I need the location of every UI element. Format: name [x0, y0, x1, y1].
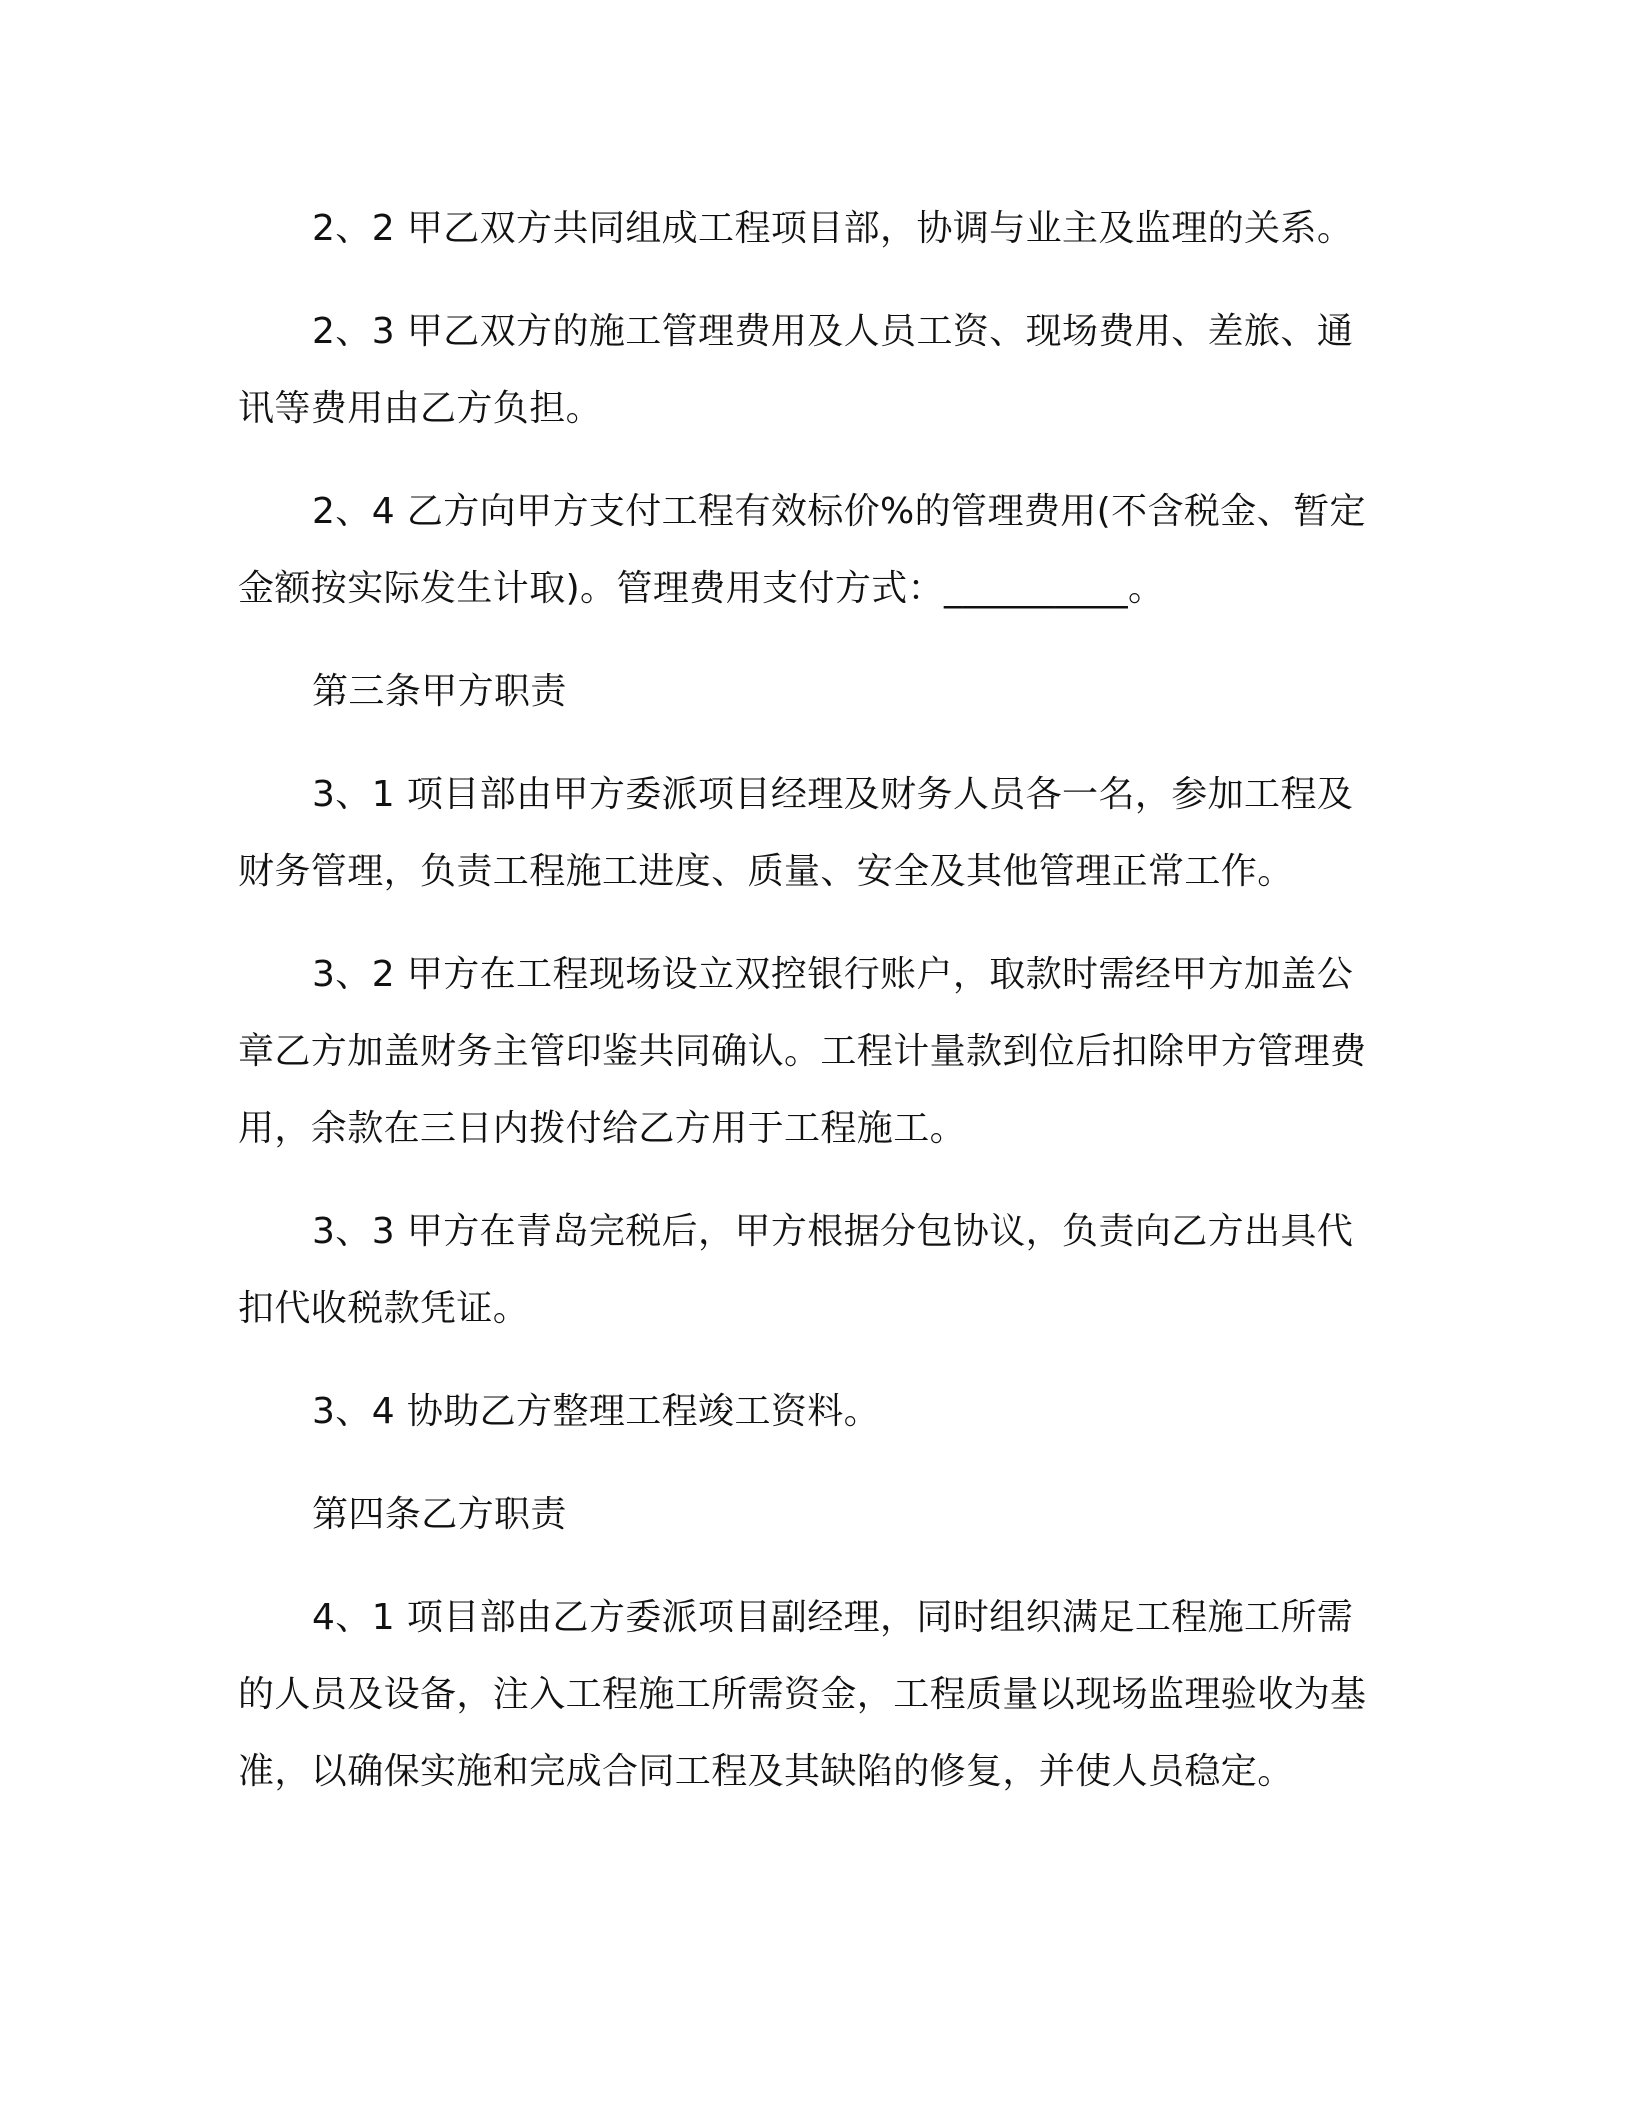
document-body	[238, 190, 1378, 1836]
clause-3-4: 3、4 协助乙方整理工程竣工资料。	[312, 1391, 881, 1432]
clause-2-3: 2、3 甲乙双方的施工管理费用及人员工资、现场费用、差旅、通讯等费用由乙方负担。	[238, 311, 1354, 429]
clause-3-2: 3、2 甲方在工程现场设立双控银行账户，取款时需经甲方加盖公章乙方加盖财务主管印鉴共同确认。工程计量款到位后扣除甲方管理费用，余款在三日内拨付给乙方用于工程施工。	[238, 954, 1367, 1149]
clause-4-1: 4、1 项目部由乙方委派项目副经理，同时组织满足工程施工所需的人员及设备，注入工程施工所需资金，工程质量以现场监理验收为基准，以确保实施和完成合同工程及其缺陷的修复，并使人员稳定。	[238, 1597, 1367, 1792]
clause-3-1: 3、1 项目部由甲方委派项目经理及财务人员各一名，参加工程及财务管理，负责工程施工进度、质量、安全及其他管理正常工作。	[238, 774, 1354, 892]
clause-2-2: 2、2 甲乙双方共同组成工程项目部，协调与业主及监理的关系。	[312, 208, 1354, 249]
section-heading-article-4: 第四条乙方职责	[312, 1494, 567, 1535]
clause-3-3: 3、3 甲方在青岛完税后，甲方根据分包协议，负责向乙方出具代扣代收税款凭证。	[238, 1211, 1354, 1329]
clause-2-4: 2、4 乙方向甲方支付工程有效标价%的管理费用(不含税金、暂定金额按实际发生计取)。管理费用支付方式：__________。	[238, 491, 1366, 609]
section-heading-article-3: 第三条甲方职责	[312, 671, 567, 712]
